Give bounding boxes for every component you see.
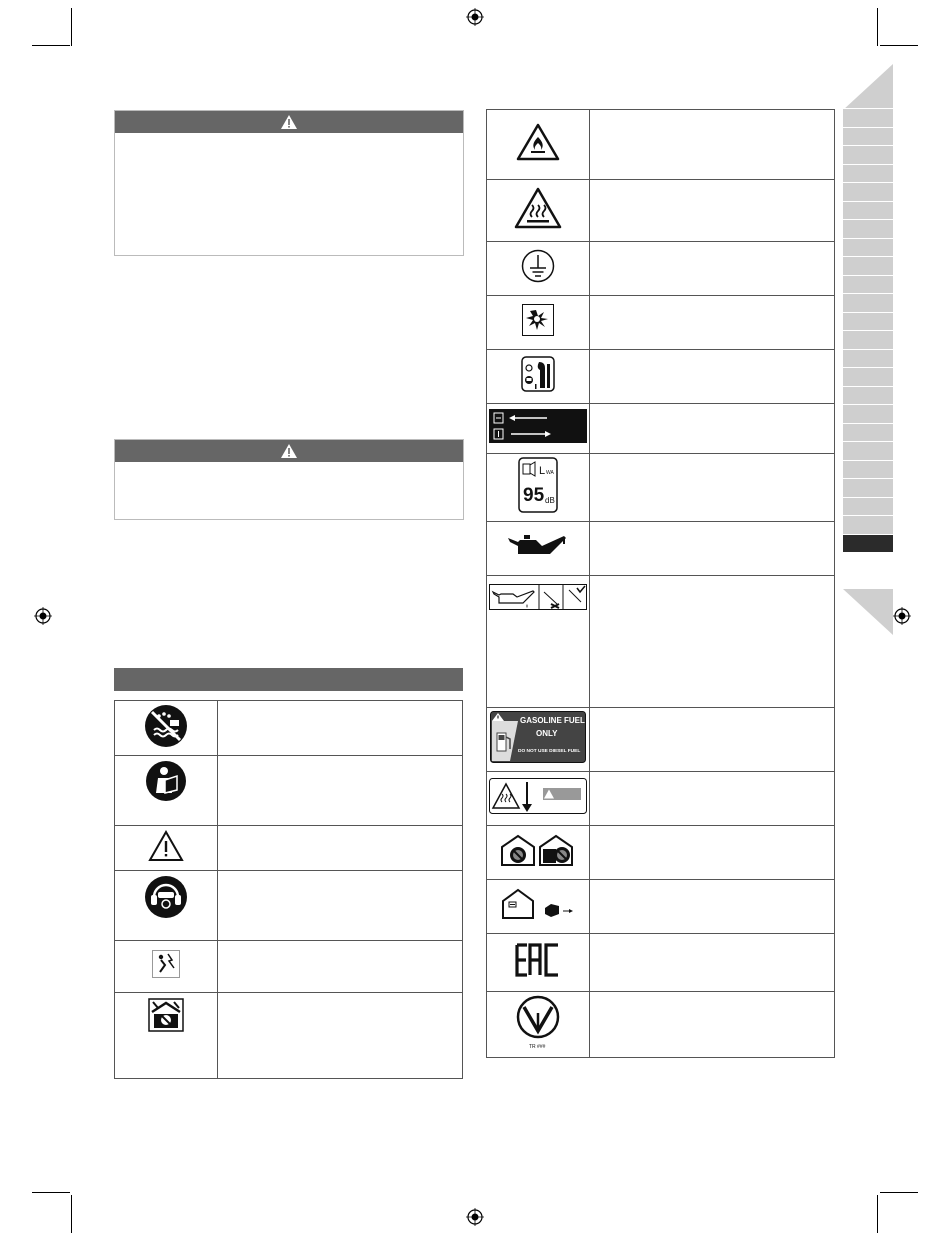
table-row [115, 756, 463, 826]
crop-mark [32, 45, 70, 46]
symbol-description [590, 708, 835, 772]
table-row [487, 992, 835, 1058]
symbol-description [590, 350, 835, 404]
table-row [487, 934, 835, 992]
side-tab[interactable] [843, 145, 893, 164]
table-row [487, 242, 835, 296]
gasoline-line-3: DO NOT USE DIESEL FUEL [518, 749, 581, 754]
hot-surface-icon [514, 187, 562, 229]
table-row [487, 880, 835, 934]
warning-header [115, 111, 463, 133]
table-row [487, 576, 835, 708]
side-tab[interactable] [843, 441, 893, 460]
table-row [115, 826, 463, 871]
table-row [487, 772, 835, 826]
gasoline-line-2: ONLY [536, 729, 558, 738]
sound-lwa-subscript: WA [546, 470, 554, 476]
symbol-description [590, 296, 835, 350]
flammable-fire-icon [516, 123, 560, 161]
sound-lwa-label: L [539, 465, 546, 477]
symbol-description [590, 826, 835, 880]
warning-triangle-icon [280, 114, 298, 130]
symbol-description [590, 992, 835, 1058]
side-tab[interactable] [843, 497, 893, 516]
crop-mark [880, 1192, 918, 1193]
side-tab[interactable] [843, 127, 893, 146]
warning-header [115, 440, 463, 462]
side-tab-bottom-triangle [843, 589, 893, 635]
registration-mark-icon [466, 8, 484, 26]
table-row [487, 708, 835, 772]
side-tab[interactable] [843, 460, 893, 479]
choke-lever-icon [521, 356, 555, 392]
conformity-code: TR ### [529, 1044, 546, 1050]
crop-mark [32, 1192, 70, 1193]
side-tab[interactable] [843, 386, 893, 405]
symbol-description [590, 880, 835, 934]
symbol-description [590, 242, 835, 296]
symbols-table-right [486, 109, 835, 1058]
side-tab[interactable] [843, 330, 893, 349]
warning-box [114, 439, 464, 520]
electric-shock-icon [152, 950, 180, 978]
symbol-description [590, 110, 835, 180]
symbol-description [218, 993, 463, 1079]
read-manual-icon [145, 760, 187, 802]
table-row [115, 871, 463, 941]
side-tab[interactable] [843, 515, 893, 534]
symbol-description [218, 871, 463, 941]
side-tab[interactable] [843, 534, 893, 553]
warning-box [114, 110, 464, 256]
no-rain-water-icon [144, 704, 188, 748]
registration-mark-icon [34, 607, 52, 625]
table-row [487, 350, 835, 404]
symbol-description [590, 934, 835, 992]
side-tab[interactable] [843, 423, 893, 442]
side-tab[interactable] [843, 349, 893, 368]
warning-triangle-icon [280, 443, 298, 459]
symbol-description [590, 454, 835, 522]
symbol-description [218, 941, 463, 993]
side-tab[interactable] [843, 404, 893, 423]
choke-arrows-icon [489, 409, 587, 443]
sound-power-icon [518, 457, 558, 513]
side-tab[interactable] [843, 108, 893, 127]
side-tab[interactable] [843, 367, 893, 386]
caution-triangle-icon [148, 830, 184, 862]
table-row [487, 180, 835, 242]
table-row [487, 404, 835, 454]
side-tab[interactable] [843, 182, 893, 201]
table-row [487, 522, 835, 576]
eac-mark-icon [515, 943, 561, 977]
table-row [487, 454, 835, 522]
crop-mark [71, 1195, 72, 1233]
oil-can-icon [506, 532, 570, 560]
no-indoor-use-icon [148, 998, 184, 1032]
earth-ground-icon [521, 249, 555, 283]
side-tab[interactable] [843, 312, 893, 331]
registration-mark-icon [893, 607, 911, 625]
sound-level-value: 95 [523, 485, 545, 506]
crop-mark [71, 8, 72, 46]
side-tab-strip [843, 108, 893, 552]
crop-mark [877, 1195, 878, 1233]
symbol-description [590, 404, 835, 454]
table-row [115, 701, 463, 756]
ear-eye-protection-icon [144, 875, 188, 919]
side-tab[interactable] [843, 238, 893, 257]
section-header-bar [114, 668, 463, 691]
side-tab[interactable] [843, 293, 893, 312]
symbol-description [218, 826, 463, 871]
side-tab[interactable] [843, 164, 893, 183]
no-garage-use-icon [500, 833, 576, 867]
symbol-description [218, 756, 463, 826]
table-row [487, 296, 835, 350]
symbol-description [590, 772, 835, 826]
explosion-hazard-icon [522, 304, 554, 336]
side-tab-top-triangle [843, 64, 893, 110]
table-row [487, 826, 835, 880]
symbol-description [590, 522, 835, 576]
table-row [487, 110, 835, 180]
side-tab[interactable] [843, 219, 893, 238]
oil-level-check-icon [489, 584, 587, 610]
symbol-description [590, 180, 835, 242]
crop-mark [877, 8, 878, 46]
sound-level-unit: dB [545, 496, 555, 505]
outdoor-placement-icon [501, 888, 575, 920]
hot-exhaust-label-icon [489, 778, 587, 814]
side-tab[interactable] [843, 478, 893, 497]
side-tab[interactable] [843, 256, 893, 275]
table-row [115, 941, 463, 993]
gasoline-fuel-label-icon [490, 711, 586, 763]
ukraine-conformity-mark-icon [515, 993, 561, 1051]
symbol-description [218, 701, 463, 756]
side-tab[interactable] [843, 201, 893, 220]
symbol-description [590, 576, 835, 708]
symbols-table-left [114, 700, 463, 1079]
side-tab[interactable] [843, 275, 893, 294]
crop-mark [880, 45, 918, 46]
registration-mark-icon [466, 1208, 484, 1226]
gasoline-line-1: GASOLINE FUEL [520, 716, 585, 725]
table-row [115, 993, 463, 1079]
